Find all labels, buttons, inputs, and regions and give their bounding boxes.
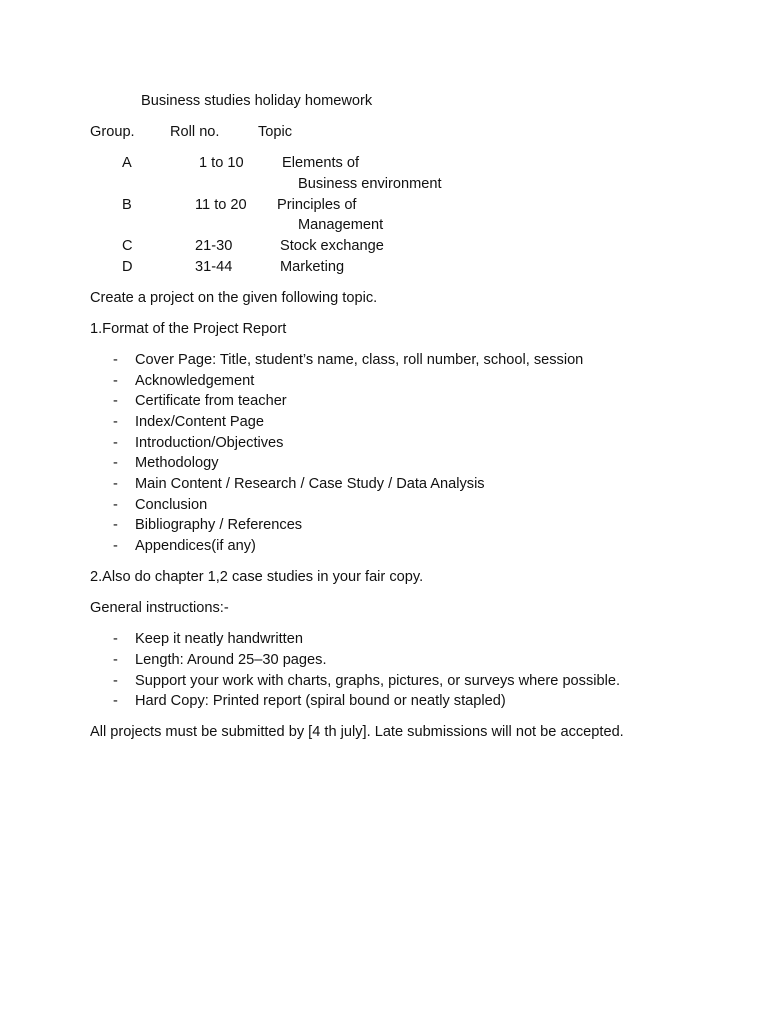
bullet-dash: - xyxy=(113,517,118,533)
bullet-dash: - xyxy=(113,538,118,554)
header-roll-no: Roll no. xyxy=(170,124,220,140)
bullet-dash: - xyxy=(113,693,118,709)
list-item-text: Acknowledgement xyxy=(135,373,255,389)
row-b-roll: 11 to 20 xyxy=(195,197,247,213)
header-group: Group. xyxy=(90,124,135,140)
bullet-dash: - xyxy=(113,435,118,451)
row-c-topic: Stock exchange xyxy=(280,238,384,254)
row-c-group: C xyxy=(122,238,133,254)
bullet-dash: - xyxy=(113,631,118,647)
bullet-dash: - xyxy=(113,393,118,409)
bullet-dash: - xyxy=(113,455,118,471)
header-topic: Topic xyxy=(258,124,293,140)
case-studies-paragraph: 2.Also do chapter 1,2 case studies in your fair copy. xyxy=(90,569,424,585)
row-a-group: A xyxy=(122,155,132,171)
row-b-group: B xyxy=(122,197,132,213)
bullet-dash: - xyxy=(113,497,118,513)
row-d-group: D xyxy=(122,259,133,275)
document-title: Business studies holiday homework xyxy=(141,93,373,109)
list-item-text: Bibliography / References xyxy=(135,517,303,533)
general-instructions-heading: General instructions:- xyxy=(90,600,229,616)
bullet-dash: - xyxy=(113,373,118,389)
list-item-text: Keep it neatly handwritten xyxy=(135,631,303,647)
bullet-dash: - xyxy=(113,414,118,430)
list-item-text: Appendices(if any) xyxy=(135,538,256,554)
list-item-text: Support your work with charts, graphs, pictures, or surveys where possible. xyxy=(135,673,621,689)
row-a-topic-line2: Business environment xyxy=(298,176,442,192)
list-item-text: Certificate from teacher xyxy=(135,393,287,409)
list-item-text: Hard Copy: Printed report (spiral bound or neatly stapled) xyxy=(135,693,506,709)
row-d-topic: Marketing xyxy=(280,259,345,275)
row-c-roll: 21-30 xyxy=(195,238,233,254)
row-d-roll: 31-44 xyxy=(195,259,233,275)
intro-paragraph: Create a project on the given following topic. xyxy=(90,290,378,306)
row-b-topic-line1: Principles of xyxy=(277,197,357,213)
list-item-text: Index/Content Page xyxy=(135,414,265,430)
list-item-text: Methodology xyxy=(135,455,219,471)
list-item-text: Length: Around 25–30 pages. xyxy=(135,652,327,668)
bullet-dash: - xyxy=(113,476,118,492)
row-a-roll: 1 to 10 xyxy=(199,155,244,171)
list-item-text: Cover Page: Title, student’s name, class, roll number, school, session xyxy=(135,352,584,368)
bullet-dash: - xyxy=(113,352,118,368)
format-heading: 1.Format of the Project Report xyxy=(90,321,287,337)
submission-notice: All projects must be submitted by [4 th july]. Late submissions will not be accepted. xyxy=(90,724,624,740)
list-item-text: Main Content / Research / Case Study / Data Analysis xyxy=(135,476,485,492)
row-b-topic-line2: Management xyxy=(298,217,384,233)
bullet-dash: - xyxy=(113,673,118,689)
row-a-topic-line1: Elements of xyxy=(282,155,360,171)
list-item-text: Conclusion xyxy=(135,497,208,513)
bullet-dash: - xyxy=(113,652,118,668)
list-item-text: Introduction/Objectives xyxy=(135,435,284,451)
